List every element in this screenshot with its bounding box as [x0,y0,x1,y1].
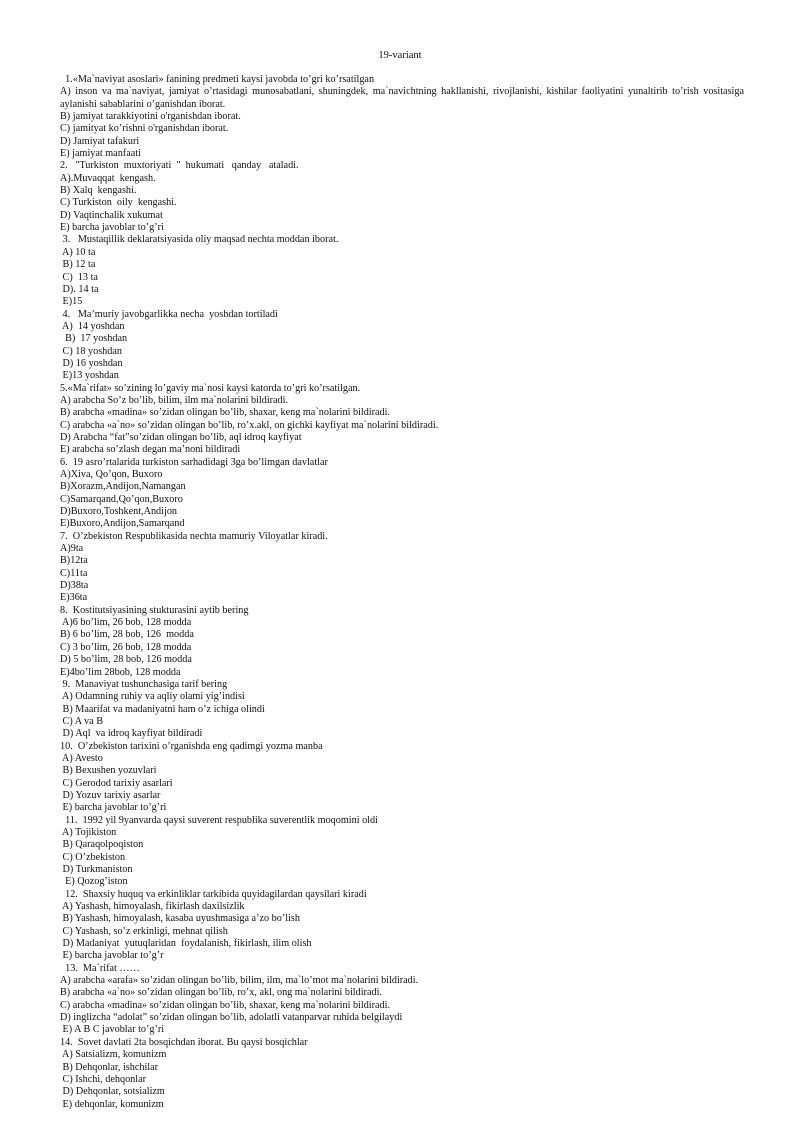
text-line: 9. Manaviyat tushunchasiga tarif bering [60,678,228,690]
text-line: A) arabcha «arafa» so’zidan olingan bo’lib, bilim, ilm, ma`lo’mot ma`nolarini bildiradi. [60,975,419,987]
text-line: C) 3 bo’lim, 26 bob, 128 modda [60,641,192,653]
text-line: A) Yashash, himoyalash, fikirlash daxilsizlik [60,901,245,913]
text-line: C) Ishchi, dehqonlar [60,1073,147,1085]
text-line: E)13 yoshdan [60,370,119,382]
text-line: D) Turkmaniston [60,864,133,875]
text-line: B) Yashash, himoyalash, kasaba uyushmasiga a’zo bo’lish [60,913,300,925]
text-line: A)9ta [60,543,84,555]
text-line: 6. 19 asro’rtalarida turkiston sarhadidagi 3ga bo’limgan davlatlar [60,456,328,468]
text-line: B) Xalq kengashi. [60,185,137,197]
text-line: E) barcha javoblar to’g’ri [60,222,164,234]
text-line: A) inson va ma`naviyat, jamiyat o’rtasidagi munosabatlani, shuningdek, ma`navichtning hakllanishi, rivojlanishi, kishilar faoliyatini yunaltirib to’rish vositasiga aylanishi sabablarini o’ganishdan iborat. [60,86,744,110]
text-line: C)11ta [60,567,88,579]
text-line: E)36ta [60,592,88,604]
variant-title: 19-variant [378,50,422,61]
text-line: 5.«Ma`rifat» so’zining lo’gaviy ma`nosi kaysi katorda to’gri ko’rsatilgan. [60,382,361,394]
text-line: A) Tojikiston [60,826,117,838]
text-line: B)Xorazm,Andijon,Namangan [60,481,186,493]
text-line: B)12ta [60,555,88,567]
text-line: 4. Ma’muriy javobgarlikka necha yoshdan tortiladi [60,308,278,320]
text-line: C) Yashash, so’z erkinligi, mehnat qilish [60,925,228,937]
text-line: A) 14 yoshdan [60,320,125,332]
text-line: C)Samarqand,Qo’qon,Buxoro [60,493,183,505]
text-line: 14. Sovet davlati 2ta bosqichdan iborat. Bu qaysi bosqichlar [60,1036,308,1048]
text-line: C) 13 ta [60,271,98,283]
text-line: B) Qaraqolpoqiston [60,839,144,851]
text-line: 8. Kostitutsiyasining stukturasini aytib bering [60,604,249,616]
text-line: E)4bo’lim 28bob, 128 modda [60,666,181,678]
text-line: D) Dehqonlar, sotsializm [60,1086,165,1098]
text-line: A)Xiva, Qo’qon, Buxoro [60,469,163,480]
text-line: A) arabcha So’z bo’lib, bilim, ilm ma`nolarini bildiradi. [60,394,289,406]
text-line: E) dehqonlar, komunizm [60,1098,164,1110]
text-line: B) arabcha «madina» so’zidan olingan bo’lib, shaxar, keng ma`nolarini bildiradi. [60,407,391,419]
text-line: C) 18 yoshdan [60,345,122,357]
question-list [60,74,744,1111]
text-line: E) jamiyat manfaati [60,148,141,160]
text-line: B) 6 bo’lim, 28 bob, 126 modda [60,629,194,641]
text-line: C) jamityat ko’rishni o'rganishdan iborat. [60,123,229,135]
text-line: C) O’zbekiston [60,851,126,863]
text-line: B) jamiyat tarakkiyotini o'rganishdan iborat. [60,111,241,123]
text-line: E)15 [60,296,83,308]
text-line: 2. "Turkiston muxtoriyati " hukumati qanday ataladi. [60,160,299,172]
text-line: E) Qozog’iston [60,876,128,888]
text-line: D) Arabcha “fat”so’zidan olingan bo’lib, aql idroq kayfiyat [60,431,302,443]
text-line: A) Odamning ruhiy va aqliy olami yig’indisi [60,691,245,703]
text-line: A)6 bo’lim, 26 bob, 128 modda [60,617,192,629]
text-line: 3. Mustaqillik deklaratsiyasida oliy maqsad nechta moddan iborat. [60,234,339,246]
text-line: 1.«Ma`naviyat asoslari» fanining predmeti kaysi javobda to’gri ko’rsatilgan [60,74,375,85]
text-line: A) 10 ta [60,246,96,258]
text-line: E) A B C javoblar to’g’ri [60,1024,165,1036]
text-line: 13. Ma`rifat …… [60,962,140,974]
text-line: C) A va B [60,715,104,727]
text-line: D) inglizcha “adolat” so’zidan olingan bo’lib, adolatli vatanparvar ruhida belgilaydi [60,1012,403,1024]
text-line: 10. O’zbekiston tarixini o’rganishda eng qadimgi yozma manba [60,740,323,752]
text-line: B) arabcha «a`no» so’zidan olingan bo’lib, ro’x, akl, ong ma`nolarini bildiradi. [60,987,382,999]
text-line: D) 16 yoshdan [60,357,123,369]
text-line: 11. 1992 yil 9yanvarda qaysi suverent respublika suverentlik moqomini oldi [60,814,378,826]
text-line: E) barcha javoblar to’g’r [60,950,164,962]
text-line: C) Gerodod tarixiy asarlari [60,777,173,789]
text-line: D)38ta [60,580,89,592]
text-line: B) Bexushen yozuvlari [60,765,157,777]
text-line: 7. O’zbekiston Respublikasida nechta mamuriy Viloyatlar kiradi. [60,530,328,542]
text-line: A) Satsializm, komunizm [60,1049,167,1061]
text-line: A) Avesto [60,752,103,764]
text-line: B) 17 yoshdan [60,333,128,345]
text-line: B) Dehqonlar, ishchilar [60,1061,159,1073]
text-line: B) 12 ta [60,259,96,271]
text-line: E) barcha javoblar to’g’ri [60,802,167,814]
text-line: D). 14 ta [60,283,99,295]
text-line: D) Madaniyat yutuqlaridan foydalanish, fikirlash, ilim olish [60,938,312,950]
text-line: C) Turkiston oily kengashi. [60,197,177,209]
text-line: E) arabcha so’zlash degan ma’noni bildiradi [60,444,241,456]
text-line: A).Muvaqqat kengash. [60,172,156,184]
text-line: D) Yozuv tarixiy asarlar [60,789,161,801]
text-line: E)Buxoro,Andijon,Samarqand [60,518,185,530]
text-line: D) Vaqtinchalik xukumat [60,209,163,221]
text-line: 12. Shaxsiy huquq va erkinliklar tarkibida quyidagilardan qaysilari kiradi [60,888,367,900]
text-line: C) arabcha «a`no» so’zidan olingan bo’lib, ro’x.akl, on gichki kayfiyat ma`nolarini bildiradi. [60,419,439,431]
text-line: B) Maarifat va madaniyatni ham o’z ichiga olindi [60,703,265,715]
text-line: D) 5 bo’lim, 28 bob, 126 modda [60,654,192,666]
text-line: C) arabcha «madina» so’zidan olingan bo’lib, shaxar, keng ma`nolarini bildiradi. [60,999,391,1011]
text-line: D) Aql va idroq kayfiyat bildiradi [60,728,203,740]
text-line: D) Jamiyat tafakuri [60,135,140,147]
text-line: D)Buxoro,Toshkent,Andijon [60,506,178,518]
